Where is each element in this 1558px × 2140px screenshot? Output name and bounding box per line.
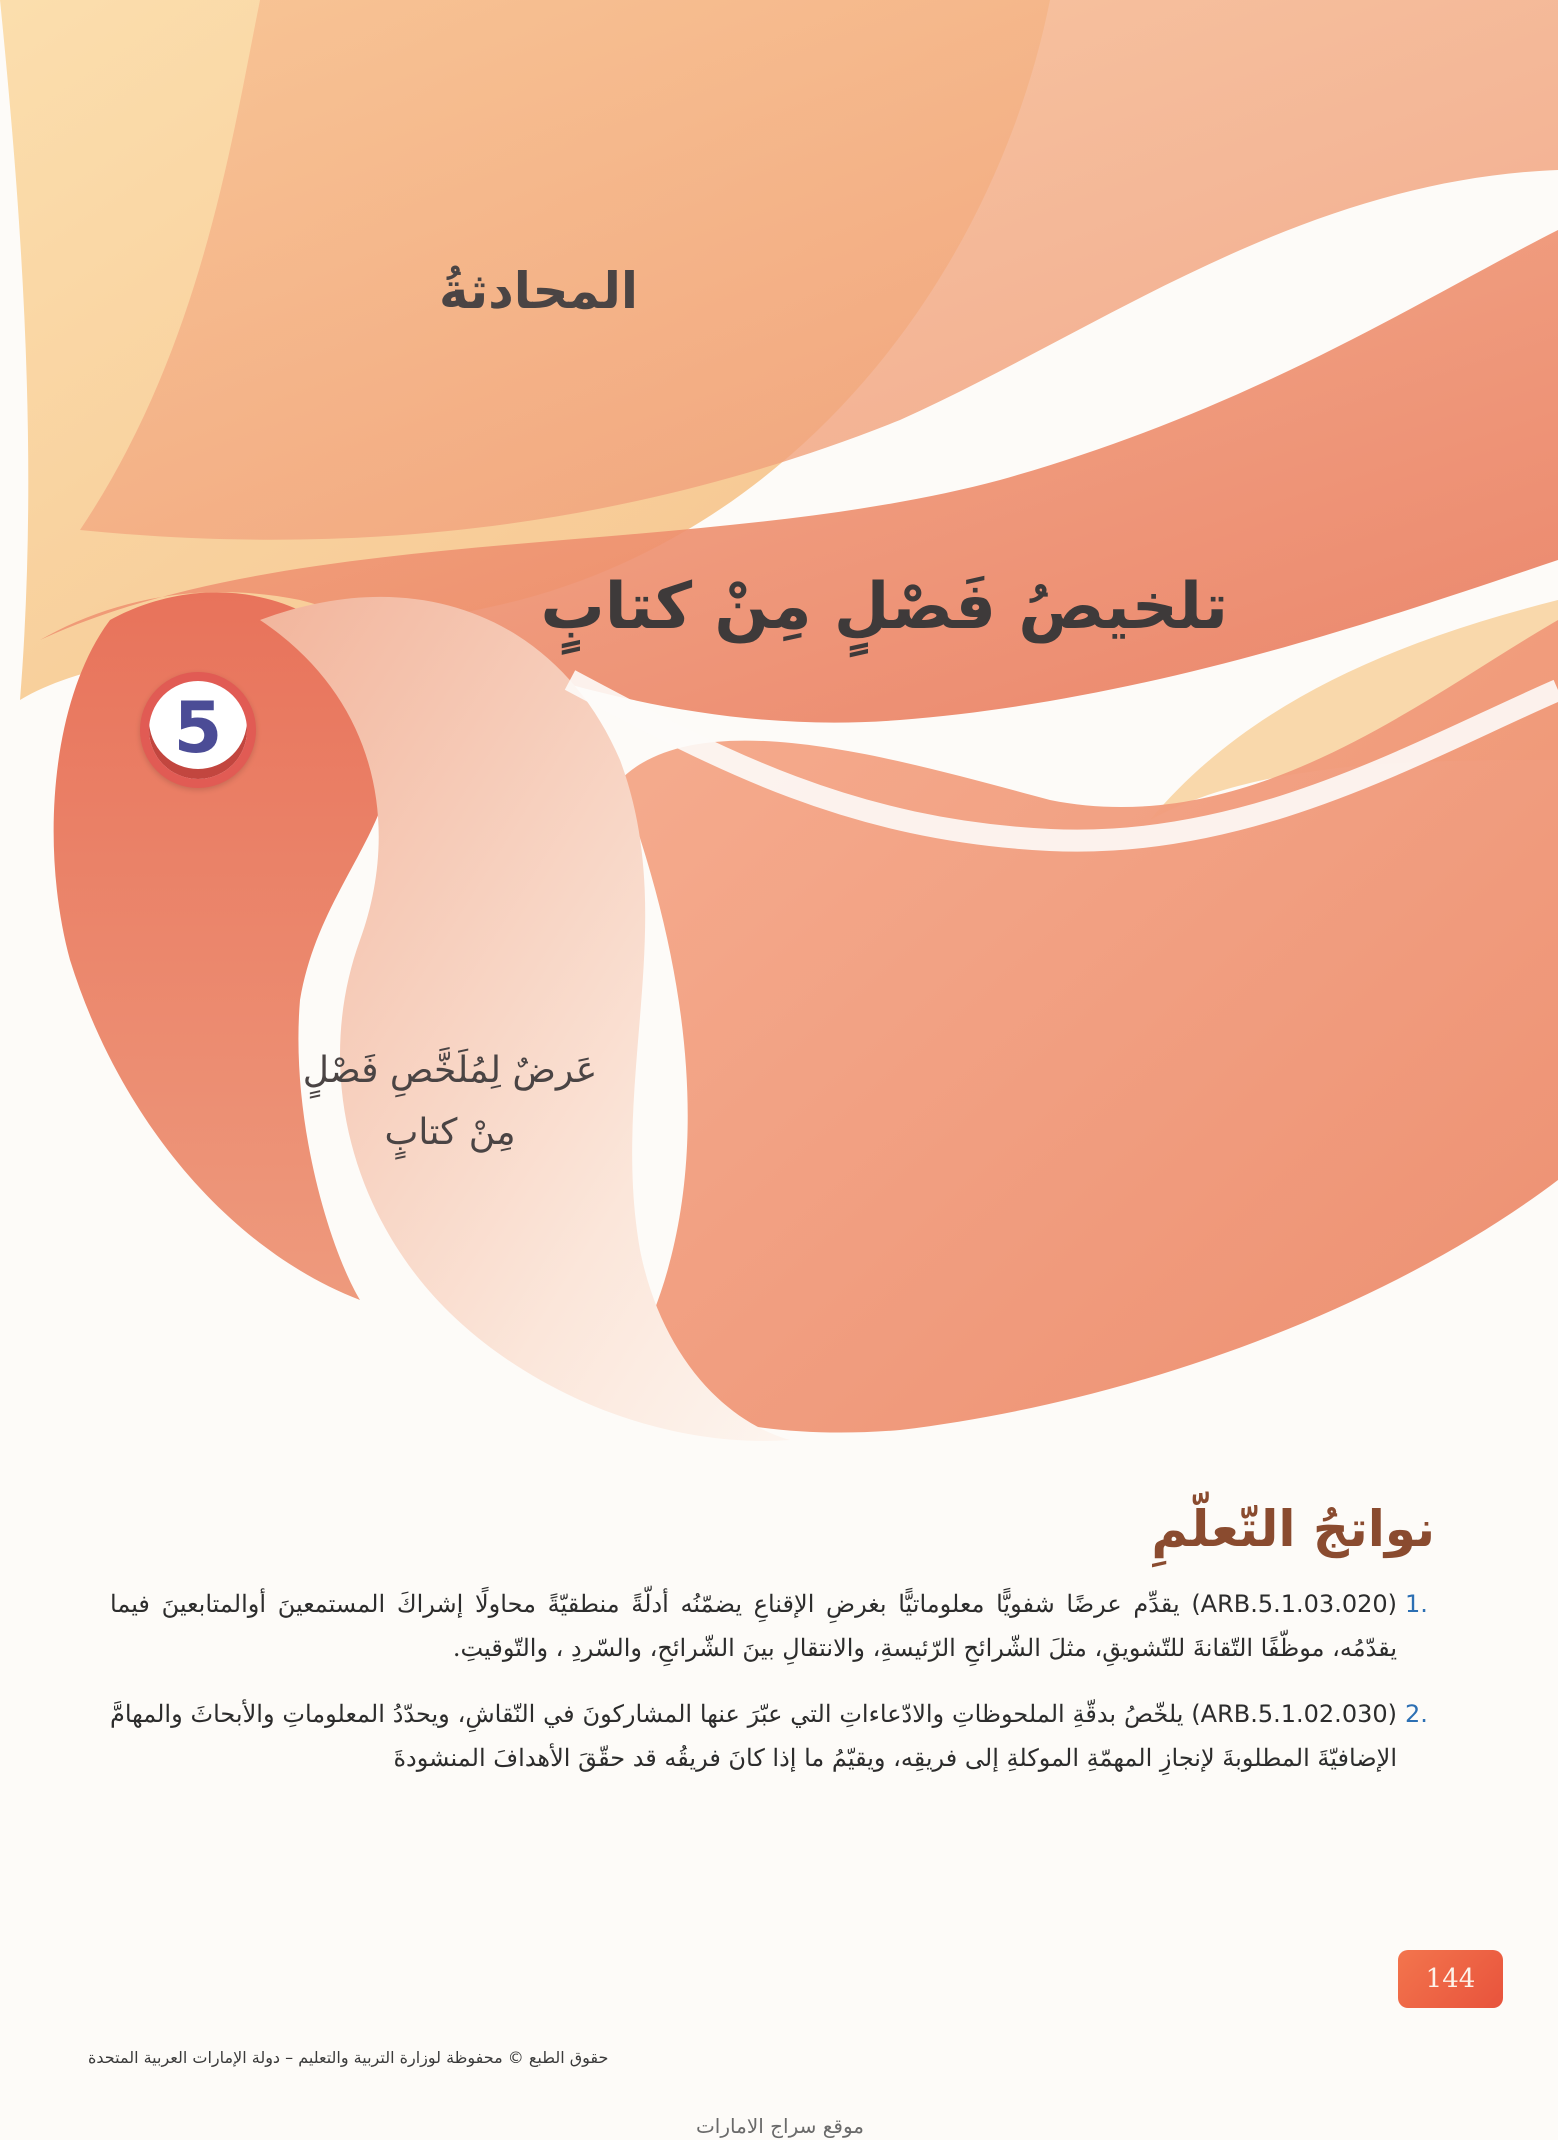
lesson-title: تلخيصُ فَصْلٍ مِنْ كتابٍ bbox=[540, 570, 1228, 644]
outcome-text: يقدِّم عرضًا شفويًّا معلوماتيًّا بغرضِ الإقناعِ يضمّنُه أدلّةً منطقيّةً محاولًا إشراكَ المستمعينَ أوالمتابعينَ فيما يقدّمُه، موظّفًا التّقانةَ للتّشويقِ، مثلَ الشّرائحِ الرّئيسةِ، والانتقالِ بينَ الشّرائحِ، والسّردِ ، والتّوقيتِ. bbox=[110, 1590, 1397, 1662]
lesson-subtitle bbox=[300, 1040, 600, 1164]
outcome-text: يلخّصُ بدقّةِ الملحوظاتِ والادّعاءاتِ التي عبّرَ عنها المشاركونَ في النّقاشِ، ويحدّدُ المعلوماتِ والأبحاثَ والمهامَّ الإضافيّةَ المطلوبةَ لإنجازِ المهمّةِ الموكلةِ إلى فريقِه، ويقيّمُ ما إذا كانَ فريقُه قد حقّقَ الأهدافَ المنشودةَ bbox=[110, 1700, 1397, 1772]
subtitle-line: عَرضٌ لِمُلَخَّصِ فَصْلٍ bbox=[302, 1050, 598, 1091]
lesson-number: 5 bbox=[173, 687, 223, 769]
outcome-code: (ARB.5.1.02.030) bbox=[1191, 1700, 1397, 1728]
outcome-number: 1. bbox=[1405, 1590, 1428, 1618]
outcome-code: (ARB.5.1.03.020) bbox=[1191, 1590, 1397, 1618]
list-item bbox=[110, 1582, 1455, 1670]
page-number: 144 bbox=[1425, 1964, 1476, 1994]
copyright-notice: حقوق الطبع © محفوظة لوزارة التربية والتعليم – دولة الإمارات العربية المتحدة bbox=[88, 2048, 609, 2067]
petal-coral-lower bbox=[620, 620, 1558, 1433]
section-title: المحادثةُ bbox=[439, 262, 638, 320]
site-watermark: موقع سراج الامارات bbox=[695, 2114, 865, 2138]
outcomes-list bbox=[110, 1582, 1455, 1802]
list-item bbox=[110, 1692, 1455, 1780]
outcomes-heading: نواتجُ التّعلّمِ bbox=[1151, 1500, 1435, 1558]
subtitle-line: مِنْ كتابٍ bbox=[384, 1112, 516, 1153]
lesson-number-badge bbox=[140, 672, 256, 788]
outcome-number: 2. bbox=[1405, 1700, 1428, 1728]
page-number-tab bbox=[1398, 1950, 1503, 2008]
